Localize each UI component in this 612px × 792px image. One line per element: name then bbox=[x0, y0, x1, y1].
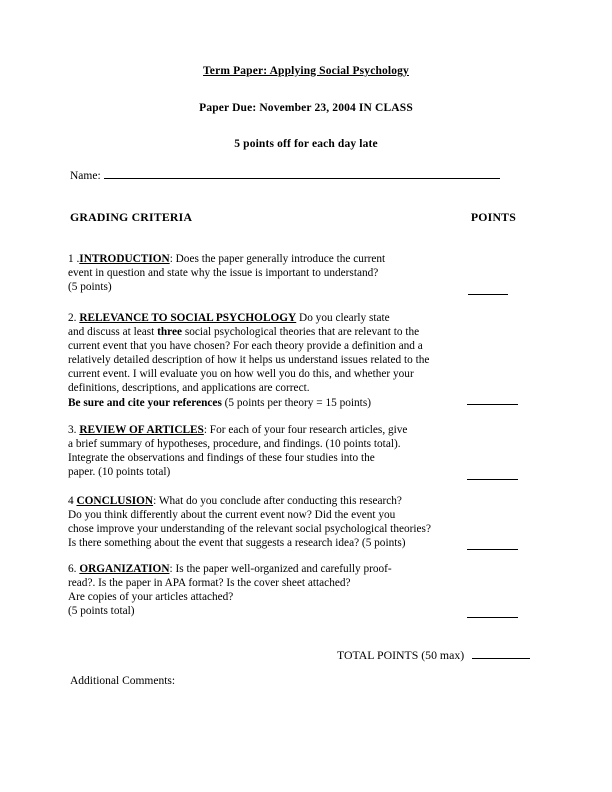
criterion-1-line-3: (5 points) bbox=[68, 281, 112, 294]
criterion-3-line-2: a brief summary of hypotheses, procedure, and findings. (10 points total). bbox=[68, 438, 401, 451]
criterion-2-intro-text: Do you clearly state bbox=[296, 312, 390, 324]
criteria-header-row bbox=[70, 210, 516, 225]
criterion-4-line-2: Do you think differently about the current event now? Did the event you bbox=[68, 509, 396, 522]
criterion-1-heading: INTRODUCTION bbox=[79, 253, 170, 265]
criterion-2-heading: RELEVANCE TO SOCIAL PSYCHOLOGY bbox=[79, 312, 297, 324]
total-points-label: TOTAL POINTS (50 max) bbox=[337, 648, 465, 662]
criterion-organization bbox=[68, 562, 528, 618]
criterion-2-cite-references-bold: Be sure and cite your references bbox=[68, 396, 222, 409]
criterion-4-line-1 bbox=[68, 494, 488, 508]
criterion-2-line-2 bbox=[68, 325, 478, 339]
criterion-3-intro-text: : For each of your four research articles, give bbox=[203, 424, 408, 436]
criterion-1-line-2: event in question and state why the issue is important to understand? bbox=[68, 267, 379, 280]
criterion-4-number: 4 bbox=[68, 495, 74, 507]
criterion-6-number: 6. bbox=[68, 563, 77, 575]
name-field-row bbox=[70, 168, 500, 182]
criterion-introduction bbox=[68, 252, 528, 294]
total-points-input[interactable] bbox=[472, 649, 530, 659]
document-title-block bbox=[0, 66, 612, 151]
criterion-2-score-blank[interactable] bbox=[467, 404, 518, 405]
criterion-review-of-articles bbox=[68, 423, 528, 479]
points-heading: POINTS bbox=[470, 210, 516, 224]
criterion-6-line-3: Are copies of your articles attached? bbox=[68, 591, 234, 604]
criterion-4-heading: CONCLUSION bbox=[76, 495, 154, 507]
criterion-6-heading: ORGANIZATION bbox=[79, 563, 170, 575]
criterion-2-line-4: relatively detailed description of how it helps us understand issues related to the bbox=[68, 354, 430, 367]
criterion-6-line-1 bbox=[68, 562, 478, 576]
criterion-6-intro-text: : Is the paper well-organized and carefully proof- bbox=[169, 563, 392, 575]
criterion-1-score-blank[interactable] bbox=[468, 294, 508, 295]
criterion-3-score-blank[interactable] bbox=[467, 479, 518, 480]
criterion-1-line-1 bbox=[68, 252, 468, 266]
criterion-4-score-blank[interactable] bbox=[467, 549, 518, 550]
criterion-4-intro-text: : What do you conclude after conducting this research? bbox=[153, 495, 402, 507]
name-label: Name: bbox=[70, 170, 101, 182]
criterion-3-line-4: paper. (10 points total) bbox=[68, 466, 171, 479]
criterion-conclusion bbox=[68, 494, 528, 550]
criterion-3-number: 3. bbox=[68, 424, 77, 436]
criterion-relevance bbox=[68, 311, 528, 410]
criterion-2-emphasis-three: three bbox=[157, 326, 182, 339]
total-points-row bbox=[337, 648, 530, 663]
name-input[interactable] bbox=[104, 168, 500, 179]
criterion-4-line-3: chose improve your understanding of the relevant social psychological theories? bbox=[68, 523, 431, 536]
criterion-4-line-4: Is there something about the event that suggests a research idea? (5 points) bbox=[68, 537, 406, 550]
criterion-6-score-blank[interactable] bbox=[467, 617, 518, 618]
criterion-3-heading: REVIEW OF ARTICLES bbox=[79, 424, 204, 436]
criterion-2-line-1 bbox=[68, 311, 478, 325]
criterion-2-postbold: social psychological theories that are relevant to the bbox=[182, 326, 420, 339]
grading-criteria-heading: GRADING CRITERIA bbox=[70, 210, 193, 224]
criterion-2-prebold: and discuss at least bbox=[68, 326, 158, 339]
criterion-2-line-3: current event that you have chosen? For each theory provide a definition and a bbox=[68, 340, 423, 353]
criterion-2-line-6: definitions, descriptions, and applications are correct. bbox=[68, 382, 310, 395]
criterion-6-line-2: read?. Is the paper in APA format? Is the cover sheet attached? bbox=[68, 577, 351, 590]
criterion-2-line-7 bbox=[68, 396, 478, 410]
page-title: Term Paper: Applying Social Psychology bbox=[203, 65, 409, 77]
late-penalty-line: 5 points off for each day late bbox=[234, 138, 378, 150]
additional-comments-label: Additional Comments: bbox=[70, 675, 176, 687]
criterion-2-number: 2. bbox=[68, 312, 77, 324]
criterion-6-line-4: (5 points total) bbox=[68, 605, 135, 618]
criterion-2-points-note: (5 points per theory = 15 points) bbox=[221, 396, 371, 409]
due-date-line: Paper Due: November 23, 2004 IN CLASS bbox=[199, 101, 413, 114]
criterion-3-line-1 bbox=[68, 423, 478, 437]
criterion-1-intro-text: : Does the paper generally introduce the current bbox=[169, 253, 386, 265]
criterion-2-line-5: current event. I will evaluate you on how well you do this, and whether your bbox=[68, 368, 414, 381]
criterion-3-line-3: Integrate the observations and findings of these four studies into the bbox=[68, 452, 375, 465]
criterion-1-number: 1 . bbox=[68, 253, 80, 265]
